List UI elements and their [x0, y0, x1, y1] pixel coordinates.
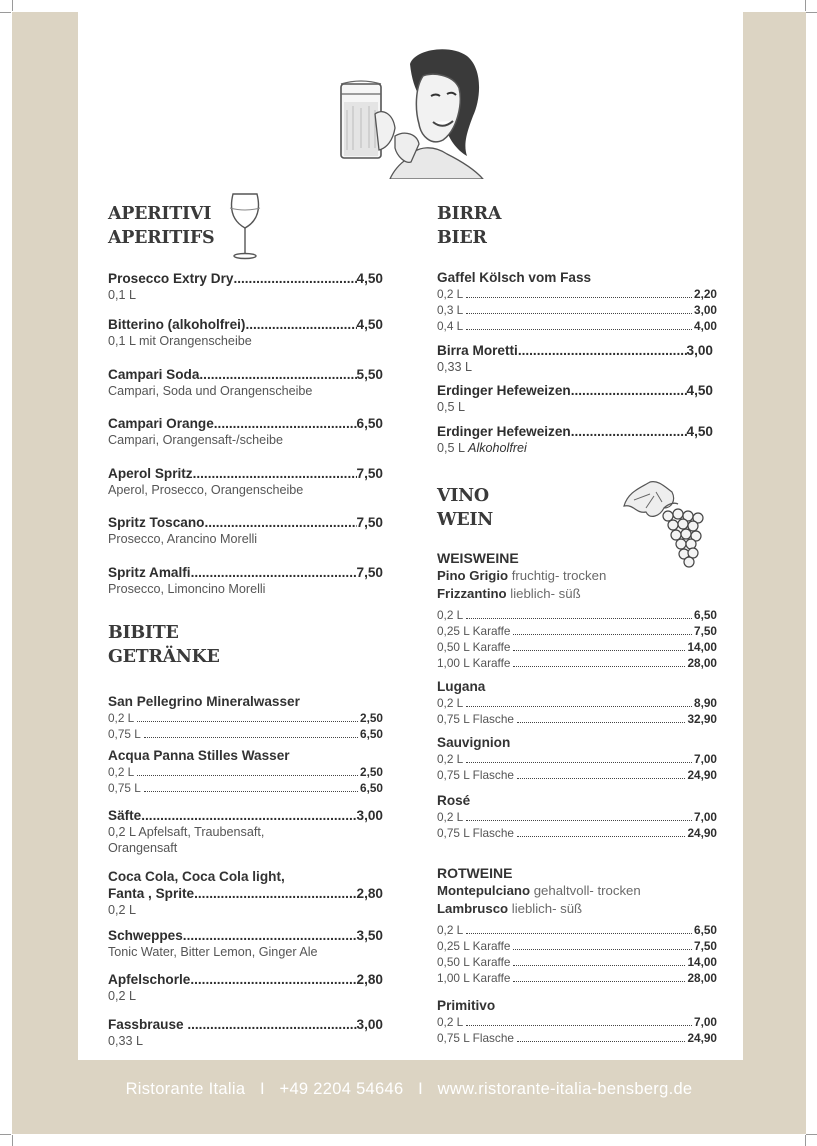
item-price: 4,50 [686, 424, 713, 439]
item-price: 7,50 [694, 624, 717, 638]
item-name: Fanta , Sprite [108, 886, 195, 901]
item-name: Birra Moretti [437, 343, 518, 358]
item-price: 32,90 [687, 712, 717, 726]
item-name: Bitterino (alkoholfrei) [108, 317, 246, 332]
leader-dots [199, 366, 356, 383]
size-label: 0,75 L Flasche [437, 768, 514, 782]
item-description: Campari, Orangensaft-/scheibe [108, 433, 283, 447]
leader-dots [194, 885, 356, 902]
item-description: 0,1 L [108, 288, 137, 302]
leader-dots [190, 971, 356, 988]
crop-mark [0, 12, 11, 13]
item-name: Aperol Spritz [108, 466, 193, 481]
menu-item [437, 423, 713, 456]
item-name: Spritz Amalfi [108, 565, 191, 580]
item-price: 7,00 [694, 810, 717, 824]
item-description: Campari, Soda und Orangenscheibe [108, 384, 313, 398]
birra-heading [437, 202, 501, 250]
size-label: 0,75 L Flasche [437, 712, 514, 726]
size-label: 0,2 L [437, 608, 464, 622]
leader-dots [204, 514, 356, 531]
heading-line-german: GETRÄNKE [108, 647, 220, 667]
leader-dots [571, 382, 687, 399]
item-description: Orangensaft [108, 841, 178, 855]
menu-item [437, 678, 717, 727]
item-price: 3,00 [356, 808, 383, 823]
item-name: Spritz Toscano [108, 515, 205, 530]
item-price: 3,50 [356, 928, 383, 943]
item-price: 2,50 [360, 765, 383, 779]
item-price: 14,00 [687, 955, 717, 969]
heading-line-italian: VINO [437, 486, 489, 506]
menu-item [108, 693, 383, 742]
item-name: Campari Orange [108, 416, 214, 431]
item-name: Apfelschorle [108, 972, 191, 987]
leader-dots [193, 465, 357, 482]
item-description: Tonic Water, Bitter Lemon, Ginger Ale [108, 945, 318, 959]
item-description: 0,2 L [108, 903, 137, 917]
item-description: 0,1 L mit Orangenscheibe [108, 334, 252, 348]
item-name: Rosé [437, 793, 471, 808]
wine-name: Pino Grigio [437, 568, 509, 583]
item-price: 7,00 [694, 1015, 717, 1029]
item-price: 4,50 [686, 383, 713, 398]
bibite-heading [108, 621, 220, 669]
item-price: 7,50 [356, 565, 383, 580]
size-label: 0,4 L [437, 319, 464, 333]
item-description: 0,5 L [437, 400, 466, 414]
item-price: 4,50 [356, 271, 383, 286]
vino-heading [437, 484, 493, 532]
size-label: 1,00 L Karaffe [437, 971, 511, 985]
item-description [437, 440, 713, 456]
leader-dots [183, 927, 357, 944]
size-label: 0,3 L [437, 303, 464, 317]
menu-item [108, 807, 383, 856]
item-price: 7,50 [356, 515, 383, 530]
item-price: 2,80 [356, 886, 383, 901]
item-price: 14,00 [687, 640, 717, 654]
menu-item [437, 734, 717, 783]
leader-dots [187, 1016, 356, 1033]
leader-dots [245, 316, 356, 333]
item-price: 2,50 [360, 711, 383, 725]
leader-dots [571, 423, 687, 440]
leader-dots [518, 342, 687, 359]
menu-item [108, 927, 383, 960]
leader-dots [233, 270, 356, 287]
leader-dots [214, 415, 357, 432]
item-price: 8,90 [694, 696, 717, 710]
item-name: San Pellegrino Mineralwasser [108, 694, 300, 709]
section-title: WEISWEINE [437, 550, 519, 566]
item-name: Erdinger Hefeweizen [437, 424, 571, 439]
item-name: Primitivo [437, 998, 496, 1013]
size-label: 0,75 L Flasche [437, 1031, 514, 1045]
item-price: 7,50 [694, 939, 717, 953]
item-description: Prosecco, Limoncino Morelli [108, 582, 266, 596]
crop-mark [805, 0, 806, 11]
wine-variety [437, 900, 717, 918]
size-label: 0,25 L Karaffe [437, 624, 511, 638]
wine-note: lieblich- süß [506, 586, 581, 601]
item-name: Acqua Panna Stilles Wasser [108, 748, 290, 763]
item-name: Sauvignion [437, 735, 511, 750]
size-label: 0,5 L [437, 441, 469, 455]
size-label: 0,2 L [437, 287, 464, 301]
woman-with-beer-illustration [335, 44, 485, 179]
menu-item [108, 564, 383, 597]
wine-name: Montepulciano [437, 883, 531, 898]
alcohol-free-note: Alkoholfrei [468, 441, 527, 455]
size-label: 0,25 L Karaffe [437, 939, 511, 953]
menu-item [437, 269, 717, 334]
crop-mark [12, 1135, 13, 1146]
item-price: 28,00 [687, 656, 717, 670]
wine-section-white [437, 550, 717, 671]
item-name: Erdinger Hefeweizen [437, 383, 571, 398]
item-price: 6,50 [360, 727, 383, 741]
crop-mark [806, 1134, 817, 1135]
item-price: 6,50 [694, 608, 717, 622]
menu-item [437, 997, 717, 1046]
item-description: 0,2 L Apfelsaft, Traubensaft, [108, 825, 265, 839]
crop-mark [806, 12, 817, 13]
heading-line-german: BIER [437, 228, 487, 248]
size-label: 1,00 L Karaffe [437, 656, 511, 670]
heading-line-italian: APERITIVI [108, 204, 212, 224]
heading-line-italian: BIRRA [437, 204, 502, 224]
size-label: 0,2 L [437, 696, 464, 710]
wine-variety [437, 585, 717, 603]
leader-dots [141, 807, 356, 824]
item-price: 24,90 [687, 768, 717, 782]
item-price: 5,50 [356, 367, 383, 382]
item-price: 7,50 [356, 466, 383, 481]
heading-line-italian: BIBITE [108, 623, 179, 643]
item-price: 3,00 [694, 303, 717, 317]
section-title: ROTWEINE [437, 865, 513, 881]
menu-item [437, 792, 717, 841]
item-description: 0,33 L [437, 360, 473, 374]
item-price: 4,00 [694, 319, 717, 333]
item-price: 24,90 [687, 1031, 717, 1045]
menu-item [108, 514, 383, 547]
item-name: Fassbrause [108, 1017, 188, 1032]
size-label: 0,50 L Karaffe [437, 640, 511, 654]
menu-item [108, 465, 383, 498]
menu-item [108, 747, 383, 796]
size-label: 0,75 L [108, 727, 141, 741]
item-name: Lugana [437, 679, 486, 694]
wine-name: Lambrusco [437, 901, 509, 916]
menu-item [108, 1016, 383, 1049]
wine-note: gehaltvoll- trocken [530, 883, 641, 898]
size-label: 0,50 L Karaffe [437, 955, 511, 969]
item-name: Schweppes [108, 928, 183, 943]
item-name: Gaffel Kölsch vom Fass [437, 270, 592, 285]
heading-line-german: APERITIFS [108, 228, 215, 248]
item-price: 4,50 [356, 317, 383, 332]
leader-dots [191, 564, 357, 581]
menu-item [437, 342, 713, 375]
size-label: 0,2 L [108, 711, 135, 725]
wine-name: Frizzantino [437, 586, 507, 601]
item-price: 3,00 [356, 1017, 383, 1032]
item-description: 0,2 L [108, 989, 137, 1003]
item-price: 6,50 [356, 416, 383, 431]
item-name: Campari Soda [108, 367, 200, 382]
wine-section-red [437, 865, 717, 986]
wine-note: fruchtig- trocken [508, 568, 607, 583]
item-price: 7,00 [694, 752, 717, 766]
size-label: 0,2 L [437, 752, 464, 766]
item-description: 0,33 L [108, 1034, 144, 1048]
size-label: 0,2 L [437, 810, 464, 824]
size-label: 0,2 L [437, 923, 464, 937]
aperitivi-heading [108, 202, 214, 250]
item-price: 28,00 [687, 971, 717, 985]
item-price: 2,20 [694, 287, 717, 301]
crop-mark [0, 1134, 11, 1135]
menu-item [108, 366, 383, 399]
item-name: Säfte [108, 808, 142, 823]
item-description: Aperol, Prosecco, Orangenscheibe [108, 483, 304, 497]
crop-mark [12, 0, 13, 11]
crop-mark [805, 1135, 806, 1146]
wine-variety [437, 567, 717, 585]
item-price: 2,80 [356, 972, 383, 987]
size-label: 0,2 L [437, 1015, 464, 1029]
wine-glass-icon [225, 190, 265, 262]
menu-item [437, 382, 713, 415]
item-price: 3,00 [686, 343, 713, 358]
menu-item [108, 868, 383, 918]
size-label: 0,2 L [108, 765, 135, 779]
item-price: 24,90 [687, 826, 717, 840]
menu-item [108, 415, 383, 448]
heading-line-german: WEIN [437, 510, 493, 530]
menu-item [108, 316, 383, 349]
item-name: Coca Cola, Coca Cola light, [108, 869, 285, 884]
menu-item [108, 270, 383, 303]
item-name: Prosecco Extry Dry [108, 271, 234, 286]
wine-note: lieblich- süß [508, 901, 583, 916]
item-price: 6,50 [360, 781, 383, 795]
item-price: 6,50 [694, 923, 717, 937]
menu-item [108, 971, 383, 1004]
footer-contact: Ristorante Italia I +49 2204 54646 I www.ristorante-italia-bensberg.de [125, 1080, 693, 1098]
size-label: 0,75 L Flasche [437, 826, 514, 840]
item-description: Prosecco, Arancino Morelli [108, 532, 258, 546]
size-label: 0,75 L [108, 781, 141, 795]
wine-variety [437, 882, 717, 900]
